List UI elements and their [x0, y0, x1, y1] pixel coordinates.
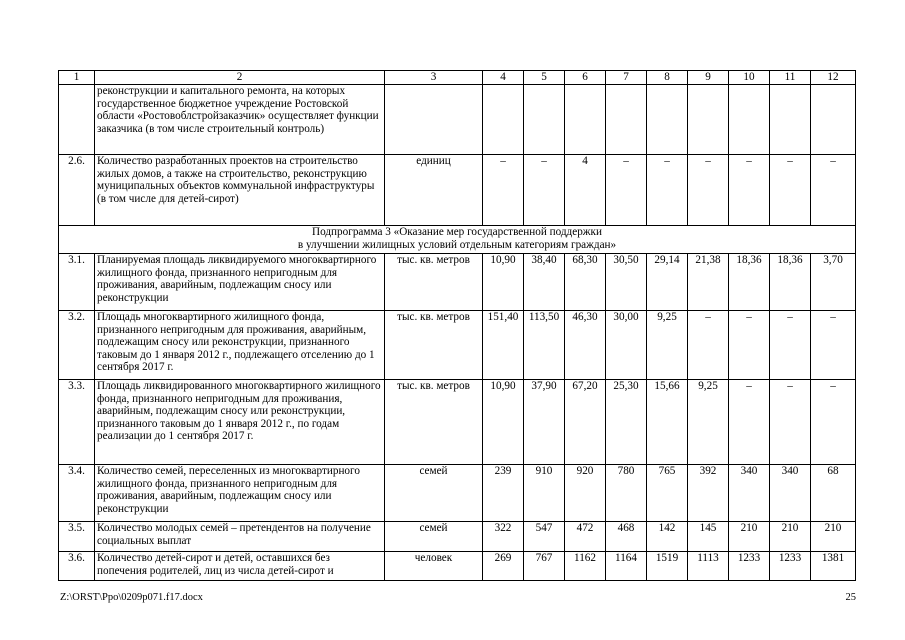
- value-cell: –: [729, 311, 770, 380]
- value-cell: –: [524, 155, 565, 226]
- value-cell: –: [770, 311, 811, 380]
- subprogram-row: [59, 226, 856, 254]
- value-cell: [524, 85, 565, 155]
- value-cell: –: [729, 155, 770, 226]
- value-cell: –: [770, 155, 811, 226]
- unit-cell: семей: [385, 522, 483, 552]
- value-cell: 780: [606, 465, 647, 522]
- value-cell: 18,36: [729, 254, 770, 311]
- value-cell: 468: [606, 522, 647, 552]
- table-row: [59, 380, 856, 465]
- value-cell: 210: [770, 522, 811, 552]
- value-cell: 10,90: [483, 254, 524, 311]
- value-cell: –: [483, 155, 524, 226]
- header-cell: 1: [59, 71, 95, 85]
- subprogram-line: Подпрограмма 3 «Оказание мер государственной поддержки: [312, 226, 602, 238]
- unit-cell: тыс. кв. метров: [385, 254, 483, 311]
- value-cell: 1162: [565, 552, 606, 581]
- value-cell: –: [811, 380, 856, 465]
- value-cell: 547: [524, 522, 565, 552]
- header-cell: 8: [647, 71, 688, 85]
- value-cell: –: [811, 311, 856, 380]
- indicator-text: Планируемая площадь ликвидируемого многоквартирного жилищного фонда, признанного непригодным для проживания, аварийным, подлежащим сносу или реконструкции: [95, 254, 385, 311]
- unit-cell: единиц: [385, 155, 483, 226]
- continuation-row: [59, 85, 856, 155]
- value-cell: 29,14: [647, 254, 688, 311]
- header-cell: 10: [729, 71, 770, 85]
- value-cell: 910: [524, 465, 565, 522]
- value-cell: 68: [811, 465, 856, 522]
- table-row: [59, 522, 856, 552]
- value-cell: –: [647, 155, 688, 226]
- table-row: [59, 254, 856, 311]
- value-cell: 920: [565, 465, 606, 522]
- value-cell: –: [688, 155, 729, 226]
- value-cell: [647, 85, 688, 155]
- indicator-text: Количество детей-сирот и детей, оставшихся без попечения родителей, лиц из числа детей-сирот и: [95, 552, 385, 581]
- value-cell: 322: [483, 522, 524, 552]
- unit-cell: человек: [385, 552, 483, 581]
- value-cell: 151,40: [483, 311, 524, 380]
- value-cell: 340: [770, 465, 811, 522]
- value-cell: 765: [647, 465, 688, 522]
- header-cell: 5: [524, 71, 565, 85]
- table-row: [59, 155, 856, 226]
- value-cell: 9,25: [688, 380, 729, 465]
- header-cell: 6: [565, 71, 606, 85]
- value-cell: 767: [524, 552, 565, 581]
- value-cell: [770, 85, 811, 155]
- value-cell: –: [688, 311, 729, 380]
- header-cell: 9: [688, 71, 729, 85]
- unit-cell: тыс. кв. метров: [385, 380, 483, 465]
- row-number: 3.4.: [59, 465, 95, 522]
- table-row: [59, 311, 856, 380]
- indicator-text: реконструкции и капитального ремонта, на которых государственное бюджетное учреждение Ростовской области «Ростовоблстройзаказчик» осуществляет функции заказчика (в том числе строительный контроль): [95, 85, 385, 155]
- value-cell: 210: [729, 522, 770, 552]
- indicator-text: Площадь ликвидированного многоквартирного жилищного фонда, признанного непригодным для проживания, аварийным, подлежащим сносу или реконструкции, признанного таковым до 1 января 2012 г., по годам реализации до 1 сентября 2017 г.: [95, 380, 385, 465]
- unit-cell: семей: [385, 465, 483, 522]
- header-cell: 3: [385, 71, 483, 85]
- value-cell: [811, 85, 856, 155]
- row-number: 3.1.: [59, 254, 95, 311]
- value-cell: 113,50: [524, 311, 565, 380]
- value-cell: 1381: [811, 552, 856, 581]
- value-cell: 145: [688, 522, 729, 552]
- indicators-table: [58, 70, 856, 581]
- header-cell: 4: [483, 71, 524, 85]
- value-cell: 1519: [647, 552, 688, 581]
- value-cell: –: [729, 380, 770, 465]
- subprogram-line: в улучшении жилищных условий отдельным категориям граждан»: [297, 238, 617, 251]
- value-cell: 67,20: [565, 380, 606, 465]
- row-number: 3.5.: [59, 522, 95, 552]
- row-number: 3.3.: [59, 380, 95, 465]
- header-cell: 12: [811, 71, 856, 85]
- value-cell: 38,40: [524, 254, 565, 311]
- value-cell: 30,50: [606, 254, 647, 311]
- value-cell: 9,25: [647, 311, 688, 380]
- value-cell: 68,30: [565, 254, 606, 311]
- value-cell: [483, 85, 524, 155]
- value-cell: 21,38: [688, 254, 729, 311]
- row-number-cell: [59, 85, 95, 155]
- value-cell: [688, 85, 729, 155]
- indicator-text: Количество молодых семей – претендентов на получение социальных выплат: [95, 522, 385, 552]
- value-cell: 1164: [606, 552, 647, 581]
- value-cell: 1233: [770, 552, 811, 581]
- indicator-text: Количество разработанных проектов на строительство жилых домов, а также на строительство, реконструкцию муниципальных объектов коммунальной инфраструктуры (в том числе для детей-сирот): [95, 155, 385, 226]
- value-cell: 1233: [729, 552, 770, 581]
- value-cell: 10,90: [483, 380, 524, 465]
- value-cell: 3,70: [811, 254, 856, 311]
- subprogram-heading: [59, 226, 856, 254]
- header-row: [59, 71, 856, 85]
- value-cell: 46,30: [565, 311, 606, 380]
- value-cell: 25,30: [606, 380, 647, 465]
- value-cell: 30,00: [606, 311, 647, 380]
- value-cell: 210: [811, 522, 856, 552]
- value-cell: –: [770, 380, 811, 465]
- value-cell: –: [811, 155, 856, 226]
- value-cell: 472: [565, 522, 606, 552]
- row-number: 3.6.: [59, 552, 95, 581]
- table-row: [59, 552, 856, 581]
- value-cell: 1113: [688, 552, 729, 581]
- value-cell: 340: [729, 465, 770, 522]
- indicator-text: Количество семей, переселенных из многоквартирного жилищного фонда, признанного непригодным для проживания, аварийным, подлежащим сносу или реконструкции: [95, 465, 385, 522]
- document-page: [58, 70, 856, 581]
- value-cell: 4: [565, 155, 606, 226]
- indicator-text: Площадь многоквартирного жилищного фонда, признанного непригодным для проживания, аварийным, подлежащим сносу или реконструкции, признанного таковым до 1 января 2012 г., подлежащего отселению до 1 сентября 2017 г.: [95, 311, 385, 380]
- page-number: 25: [845, 592, 856, 603]
- row-number: 3.2.: [59, 311, 95, 380]
- value-cell: 15,66: [647, 380, 688, 465]
- value-cell: 239: [483, 465, 524, 522]
- value-cell: [606, 85, 647, 155]
- file-path: Z:\ORST\Ppo\0209p071.f17.docx: [60, 592, 203, 603]
- header-cell: 11: [770, 71, 811, 85]
- table-row: [59, 465, 856, 522]
- value-cell: 37,90: [524, 380, 565, 465]
- unit-cell: тыс. кв. метров: [385, 311, 483, 380]
- value-cell: [565, 85, 606, 155]
- header-cell: 7: [606, 71, 647, 85]
- value-cell: –: [606, 155, 647, 226]
- value-cell: 392: [688, 465, 729, 522]
- value-cell: 269: [483, 552, 524, 581]
- header-cell: 2: [95, 71, 385, 85]
- unit-cell: [385, 85, 483, 155]
- value-cell: 18,36: [770, 254, 811, 311]
- value-cell: [729, 85, 770, 155]
- value-cell: 142: [647, 522, 688, 552]
- row-number: 2.6.: [59, 155, 95, 226]
